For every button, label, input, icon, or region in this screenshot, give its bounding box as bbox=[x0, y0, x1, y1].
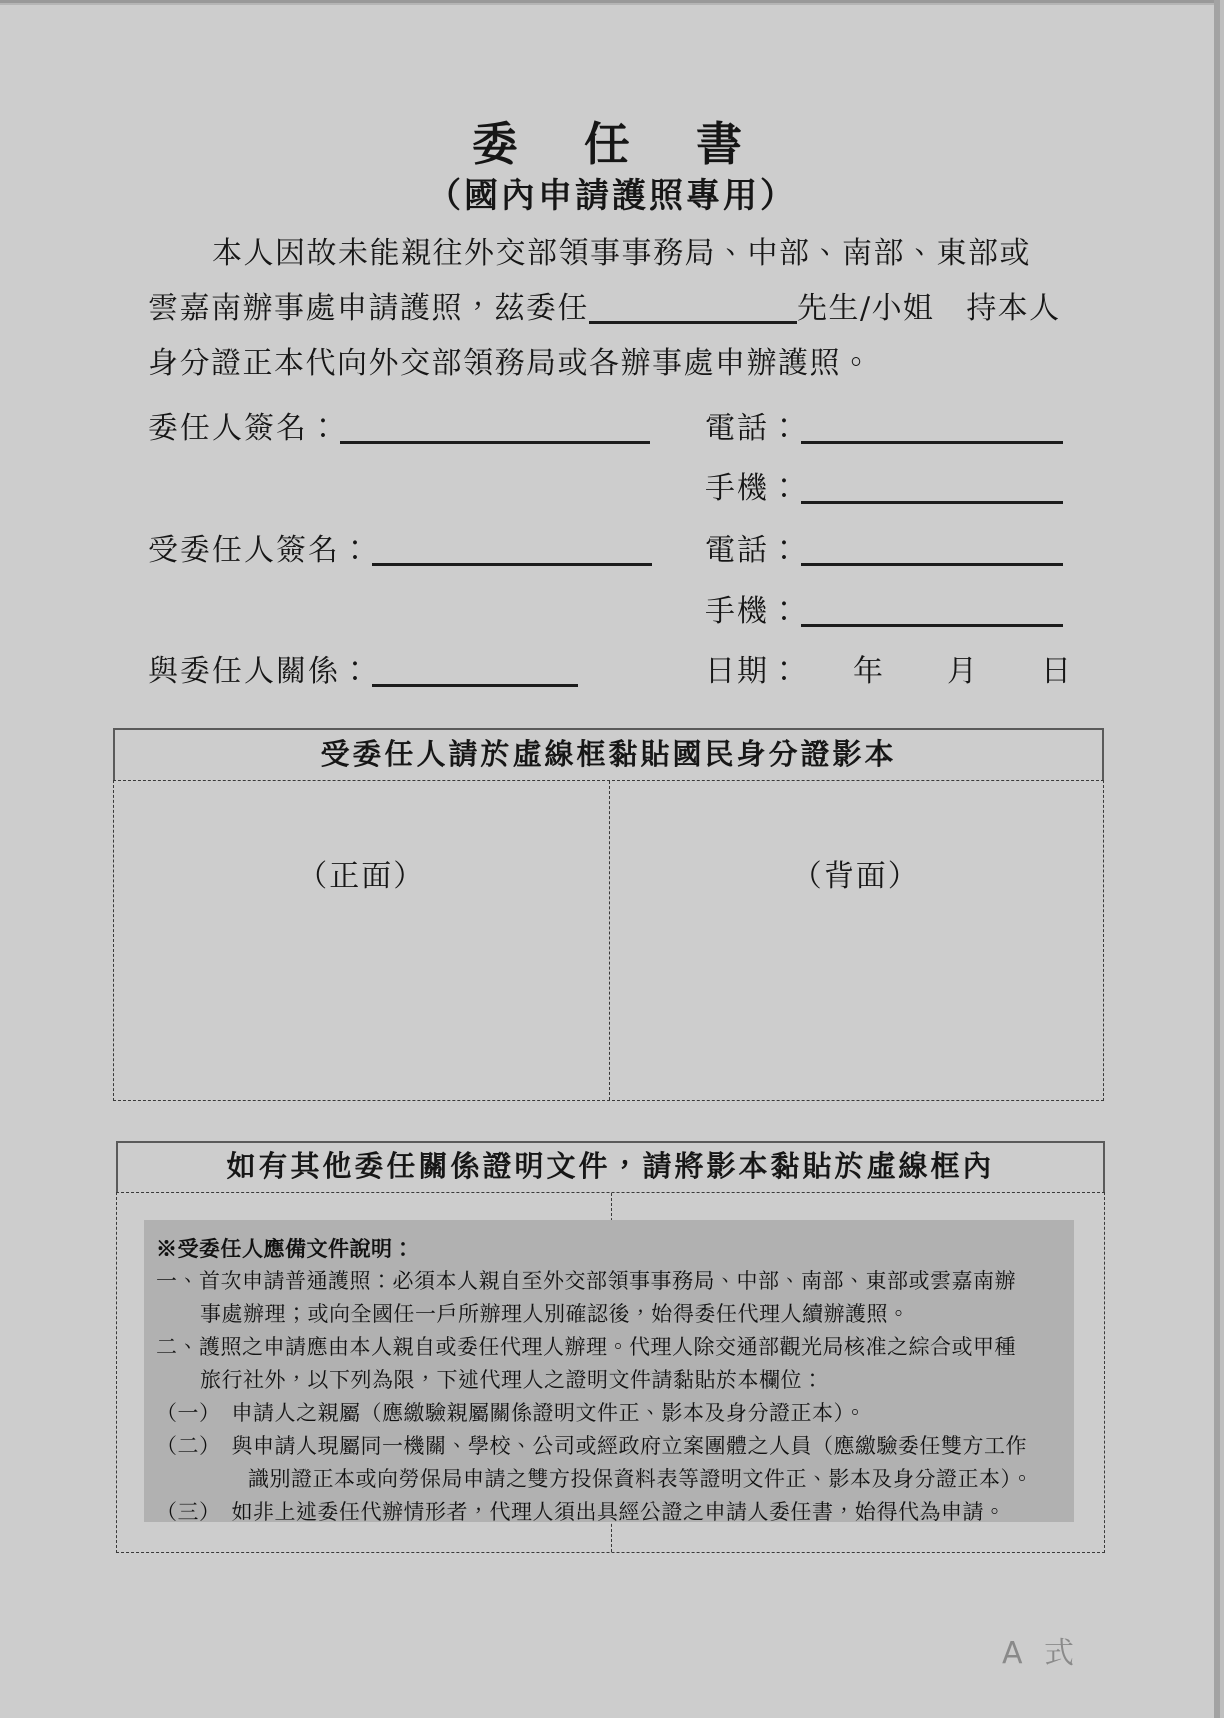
other-documents-box-header: 如有其他委任關係證明文件，請將影本黏貼於虛線框內 bbox=[116, 1141, 1105, 1192]
row-agent-mobile bbox=[0, 586, 1224, 632]
id-copy-box bbox=[113, 728, 1104, 1101]
notes-line: 二、護照之申請應由本人親自或委任代理人辦理。代理人除交通部觀光局核准之綜合或甲種 bbox=[156, 1335, 1016, 1359]
row-principal-signature bbox=[0, 403, 1224, 449]
page-subtitle: （國內申請護照專用） bbox=[427, 176, 797, 216]
notes-line: （一） 申請人之親屬（應繳驗親屬關係證明文件正、影本及身分證正本）。 bbox=[156, 1401, 866, 1425]
other-documents-box bbox=[116, 1141, 1105, 1553]
principal-mobile-label: 手機： bbox=[705, 471, 801, 506]
notes-line: （三） 如非上述委任代辦情形者，代理人須出具經公證之申請人委任書，始得代為申請。 bbox=[156, 1500, 1006, 1524]
principal-signature-label: 委任人簽名： bbox=[148, 411, 340, 446]
agent-signature-field[interactable] bbox=[372, 529, 652, 566]
other-documents-box-content bbox=[116, 1192, 1105, 1553]
date-year-label: 年 bbox=[853, 654, 885, 689]
id-front-paste-area[interactable] bbox=[114, 781, 609, 1100]
id-back-label: （背面） bbox=[791, 859, 920, 894]
agent-phone-field[interactable] bbox=[801, 529, 1063, 566]
form-code-label: A 式 bbox=[1002, 1636, 1081, 1671]
id-back-paste-area[interactable] bbox=[609, 781, 1104, 1100]
agent-mobile-field[interactable] bbox=[801, 590, 1063, 627]
relation-label: 與委任人關係： bbox=[148, 654, 372, 689]
principal-mobile-field[interactable] bbox=[801, 467, 1063, 504]
page-title: 委 任 書 bbox=[472, 117, 752, 171]
row-relation-date bbox=[0, 646, 1224, 692]
notes-line: 識別證正本或向勞保局申請之雙方投保資料表等證明文件正、影本及身分證正本）。 bbox=[248, 1467, 1033, 1491]
id-copy-box-header: 受委任人請於虛線框黏貼國民身分證影本 bbox=[113, 728, 1104, 780]
intro-line-2-pre: 雲嘉南辦事處申請護照，茲委任 bbox=[148, 291, 589, 326]
agent-mobile-label: 手機： bbox=[705, 594, 801, 629]
notes-line: 事處辦理；或向全國任一戶所辦理人別確認後，始得委任代理人續辦護照。 bbox=[200, 1302, 910, 1326]
date-day-label: 日 bbox=[1041, 654, 1073, 689]
date-month-label: 月 bbox=[947, 654, 979, 689]
relation-group bbox=[148, 646, 578, 690]
id-copy-box-content bbox=[113, 780, 1104, 1101]
notes-title: ※受委任人應備文件說明： bbox=[156, 1236, 414, 1261]
intro-line-2-post: 先生/小姐 持本人 bbox=[797, 291, 1061, 326]
agent-signature-label: 受委任人簽名： bbox=[148, 533, 372, 568]
notes-line: 一、首次申請普通護照：必須本人親自至外交部領事事務局、中部、南部、東部或雲嘉南辦 bbox=[156, 1269, 1016, 1293]
intro-paragraph bbox=[148, 226, 1088, 391]
intro-line-3: 身分證正本代向外交部領務局或各辦事處申辦護照。 bbox=[148, 346, 873, 381]
principal-phone-label: 電話： bbox=[705, 411, 801, 446]
principal-signature-group bbox=[148, 403, 650, 447]
agent-signature-group bbox=[148, 525, 652, 569]
principal-phone-field[interactable] bbox=[801, 407, 1063, 444]
intro-line-1: 本人因故未能親往外交部領事事務局、中部、南部、東部或 bbox=[212, 236, 1031, 271]
intro-line-2 bbox=[148, 281, 1088, 336]
agent-document-notes bbox=[144, 1220, 1074, 1522]
delegated-name-field[interactable] bbox=[589, 287, 797, 324]
scan-edge-right-outer bbox=[1220, 0, 1224, 1718]
date-group bbox=[705, 646, 1073, 690]
relation-field[interactable] bbox=[372, 650, 578, 687]
row-agent-signature bbox=[0, 525, 1224, 571]
agent-mobile-group bbox=[705, 586, 1063, 630]
id-front-label: （正面） bbox=[297, 859, 426, 894]
row-principal-mobile bbox=[0, 463, 1224, 509]
agent-phone-label: 電話： bbox=[705, 533, 801, 568]
date-label: 日期： bbox=[705, 654, 801, 689]
principal-signature-field[interactable] bbox=[340, 407, 650, 444]
agent-phone-group bbox=[705, 525, 1063, 569]
principal-phone-group bbox=[705, 403, 1063, 447]
scan-edge-top-shadow bbox=[0, 3, 1224, 5]
notes-line: 旅行社外，以下列為限，下述代理人之證明文件請黏貼於本欄位： bbox=[200, 1368, 824, 1392]
notes-line: （二） 與申請人現屬同一機關、學校、公司或經政府立案團體之人員（應繳驗委任雙方工作 bbox=[156, 1434, 1027, 1458]
principal-mobile-group bbox=[705, 463, 1063, 507]
